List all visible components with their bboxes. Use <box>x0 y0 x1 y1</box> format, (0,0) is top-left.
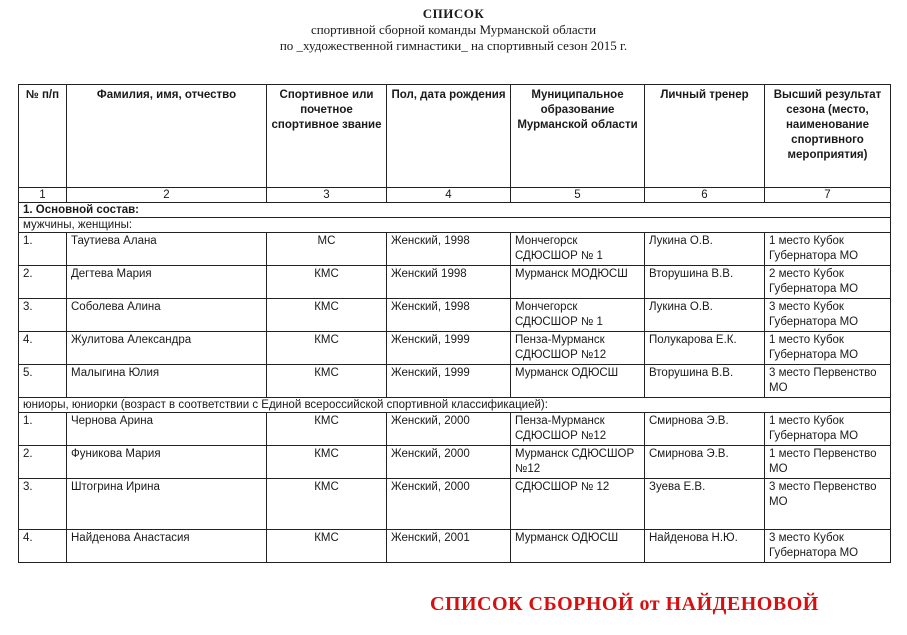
col-header-best-result: Высший результат сезона (место, наименование спортивного мероприятия) <box>765 85 891 188</box>
team-roster-table <box>18 84 891 563</box>
table-row <box>19 530 891 563</box>
col-number: 1 <box>19 188 67 203</box>
row-number: 4. <box>19 530 67 563</box>
col-number: 5 <box>511 188 645 203</box>
municipality: Мурманск СДЮСШОР №12 <box>511 446 645 479</box>
section-subtitle-row <box>19 398 891 413</box>
col-header-number: № п/п <box>19 85 67 188</box>
table-row <box>19 413 891 446</box>
col-number: 4 <box>387 188 511 203</box>
best-result: 1 место Кубок Губернатора МО <box>765 332 891 365</box>
coach: Полукарова Е.К. <box>645 332 765 365</box>
coach: Вторушина В.В. <box>645 365 765 398</box>
table-row <box>19 332 891 365</box>
coach: Вторушина В.В. <box>645 266 765 299</box>
athlete-name: Малыгина Юлия <box>67 365 267 398</box>
gender-birth: Женский, 2001 <box>387 530 511 563</box>
section-subtitle-row <box>19 218 891 233</box>
table-header-row <box>19 85 891 188</box>
sport-title: КМС <box>267 446 387 479</box>
coach: Лукина О.В. <box>645 299 765 332</box>
sport-title: КМС <box>267 530 387 563</box>
gender-birth: Женский, 2000 <box>387 479 511 530</box>
municipality: Мурманск МОДЮСШ <box>511 266 645 299</box>
coach: Лукина О.В. <box>645 233 765 266</box>
athlete-name: Дегтева Мария <box>67 266 267 299</box>
table-row <box>19 233 891 266</box>
sport-title: КМС <box>267 413 387 446</box>
col-number: 2 <box>67 188 267 203</box>
row-number: 1. <box>19 233 67 266</box>
gender-birth: Женский, 2000 <box>387 446 511 479</box>
col-header-sport-title: Спортивное или почетное спортивное звание <box>267 85 387 188</box>
row-number: 3. <box>19 299 67 332</box>
section-title: 1. Основной состав: <box>19 203 891 218</box>
sport-title: КМС <box>267 332 387 365</box>
coach: Смирнова Э.В. <box>645 413 765 446</box>
red-overlay-caption: СПИСОК СБОРНОЙ от НАЙДЕНОВОЙ <box>430 593 819 615</box>
municipality: Мончегорск СДЮСШОР № 1 <box>511 233 645 266</box>
document-title: СПИСОК <box>422 6 485 21</box>
row-number: 4. <box>19 332 67 365</box>
best-result: 1 место Кубок Губернатора МО <box>765 413 891 446</box>
document-header <box>0 6 907 54</box>
column-number-row <box>19 188 891 203</box>
section-subtitle: мужчины, женщины: <box>19 218 891 233</box>
municipality: Пенза-Мурманск СДЮСШОР №12 <box>511 413 645 446</box>
athlete-name: Таутиева Алана <box>67 233 267 266</box>
best-result: 2 место Кубок Губернатора МО <box>765 266 891 299</box>
row-number: 5. <box>19 365 67 398</box>
municipality: СДЮСШОР № 12 <box>511 479 645 530</box>
municipality: Пенза-Мурманск СДЮСШОР №12 <box>511 332 645 365</box>
athlete-name: Чернова Арина <box>67 413 267 446</box>
athlete-name: Соболева Алина <box>67 299 267 332</box>
table-row <box>19 479 891 530</box>
col-header-name: Фамилия, имя, отчество <box>67 85 267 188</box>
best-result: 3 место Первенство МО <box>765 479 891 530</box>
table-row <box>19 365 891 398</box>
municipality: Мурманск ОДЮСШ <box>511 365 645 398</box>
municipality: Мончегорск СДЮСШОР № 1 <box>511 299 645 332</box>
sport-title: КМС <box>267 299 387 332</box>
gender-birth: Женский, 1999 <box>387 332 511 365</box>
section-title-row <box>19 203 891 218</box>
coach: Найденова Н.Ю. <box>645 530 765 563</box>
gender-birth: Женский, 1999 <box>387 365 511 398</box>
best-result: 3 место Кубок Губернатора МО <box>765 530 891 563</box>
col-number: 7 <box>765 188 891 203</box>
coach: Зуева Е.В. <box>645 479 765 530</box>
table-row <box>19 446 891 479</box>
athlete-name: Фуникова Мария <box>67 446 267 479</box>
row-number: 2. <box>19 446 67 479</box>
coach: Смирнова Э.В. <box>645 446 765 479</box>
sport-title: КМС <box>267 365 387 398</box>
col-number: 6 <box>645 188 765 203</box>
gender-birth: Женский, 2000 <box>387 413 511 446</box>
sport-title: КМС <box>267 479 387 530</box>
table-row <box>19 266 891 299</box>
athlete-name: Штогрина Ирина <box>67 479 267 530</box>
row-number: 1. <box>19 413 67 446</box>
col-header-coach: Личный тренер <box>645 85 765 188</box>
document-season-line: по _художественной гимнастики_ на спортивный сезон 2015 г. <box>279 38 628 53</box>
col-header-gender-birth: Пол, дата рождения <box>387 85 511 188</box>
col-number: 3 <box>267 188 387 203</box>
best-result: 1 место Первенство МО <box>765 446 891 479</box>
best-result: 3 место Первенство МО <box>765 365 891 398</box>
athlete-name: Найденова Анастасия <box>67 530 267 563</box>
best-result: 3 место Кубок Губернатора МО <box>765 299 891 332</box>
document-subtitle: спортивной сборной команды Мурманской области <box>310 22 597 37</box>
athlete-name: Жулитова Александра <box>67 332 267 365</box>
gender-birth: Женский, 1998 <box>387 299 511 332</box>
municipality: Мурманск ОДЮСШ <box>511 530 645 563</box>
row-number: 2. <box>19 266 67 299</box>
section-subtitle: юниоры, юниорки (возраст в соответствии с Единой всероссийской спортивной классификацией): <box>19 398 891 413</box>
table-row <box>19 299 891 332</box>
sport-title: МС <box>267 233 387 266</box>
gender-birth: Женский 1998 <box>387 266 511 299</box>
sport-title: КМС <box>267 266 387 299</box>
col-header-municipality: Муниципальное образование Мурманской области <box>511 85 645 188</box>
gender-birth: Женский, 1998 <box>387 233 511 266</box>
row-number: 3. <box>19 479 67 530</box>
best-result: 1 место Кубок Губернатора МО <box>765 233 891 266</box>
